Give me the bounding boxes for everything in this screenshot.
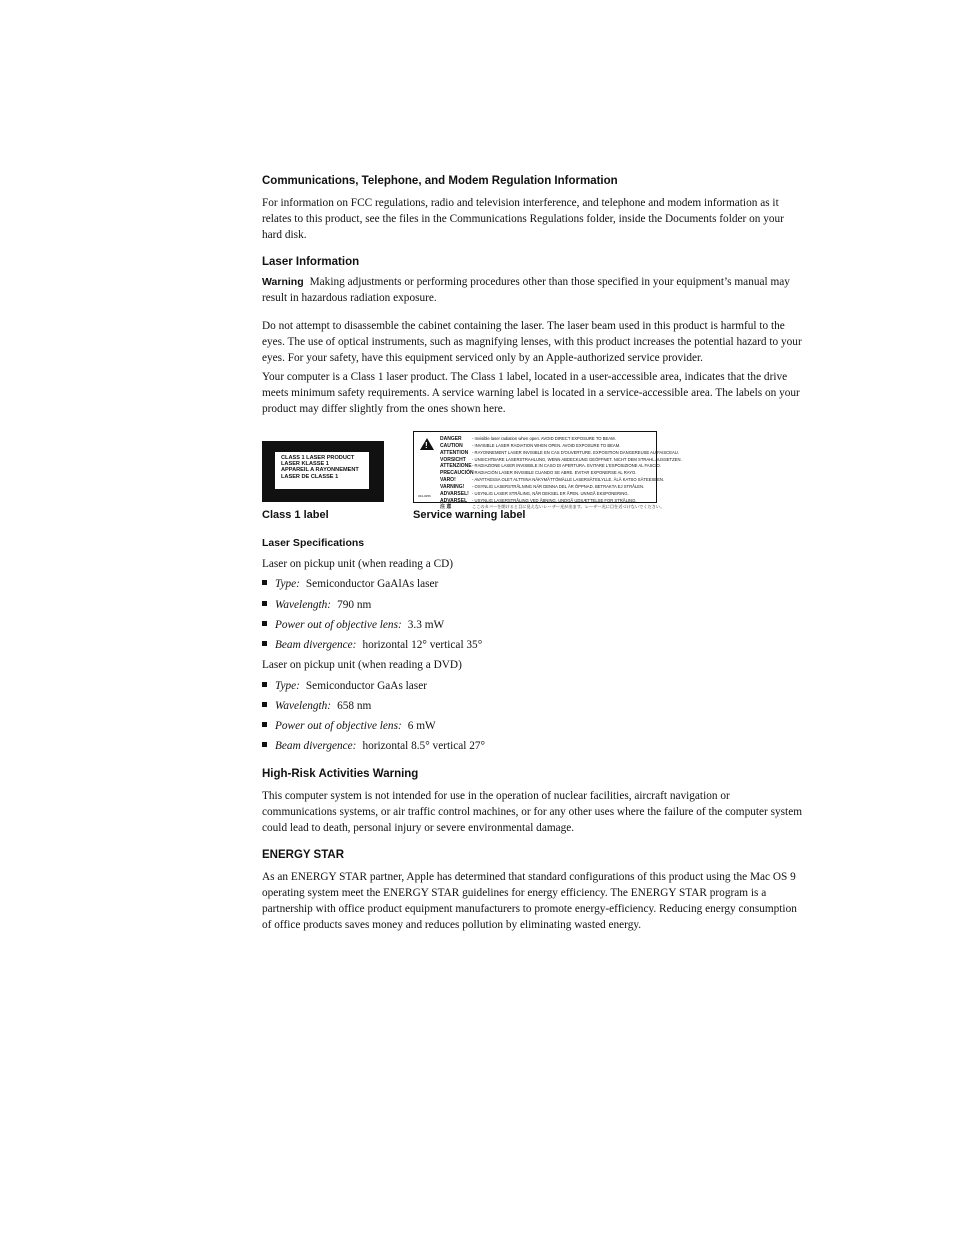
class1-line: CLASS 1 LASER PRODUCT (281, 455, 355, 461)
service-label-row: ADVARSEL! - USYNLIG LASER STRÅLING, NÅR DEKSEL ER ÅPEN. UNNGÅ EKSPONERING. (440, 490, 629, 497)
spec-item: Type: Semiconductor GaAlAs laser (262, 576, 438, 592)
spec-item: Wavelength: 790 nm (262, 597, 371, 613)
spec-item: Beam divergence: horizontal 12° vertical 35° (262, 637, 482, 653)
specs-heading: Laser Specifications (262, 537, 365, 549)
spec-item: Type: Semiconductor GaAs laser (262, 678, 427, 694)
service-warning-label-image (413, 431, 682, 511)
class1-caption: Class 1 label (262, 509, 329, 521)
laser-heading: Laser Information (262, 256, 360, 268)
service-label-row: VARO! - AVATTAESSA OLET ALTTIINA NÄKYMÄTTÖMÄLLE LASERSÄTEILYLLE. ÄLÄ KATSO SÄTEESEEN. (440, 477, 665, 484)
class1-label-image (262, 441, 384, 502)
service-label-row: PRECAUCIÓN- RADIACIÓN LASER INVISIBLE CUANDO SE ABRE. EVITAR EXPONERSE AL RAYO. (440, 470, 637, 477)
highrisk-body: This computer system is not intended for use in the operation of nuclear facilities, aircraft navigation or communications systems, or air traffic control machines, or for any other uses where the failure of the computer system could lead to death, personal injury or severe environmental damage. (262, 790, 802, 834)
laser-warning (262, 274, 802, 306)
class1-line: APPAREIL A RAYONNEMENT (281, 467, 359, 474)
comm-body: For information on FCC regulations, radio and television interference, and telephone and modem information as it relates to this product, see the files in the Communications Regulations folder, inside the Documents folder on your hard disk. (262, 197, 784, 241)
service-label-row: DANGER - Invisible laser radiation when open. AVOID DIRECT EXPOSURE TO BEAM. (440, 436, 616, 442)
comm-heading: Communications, Telephone, and Modem Regulation Information (262, 175, 618, 187)
spec-item: Power out of objective lens: 3.3 mW (262, 617, 444, 633)
spec-item: Power out of objective lens: 6 mW (262, 718, 436, 734)
laser-para-1: Do not attempt to disassemble the cabinet containing the laser. The laser beam used in this product is harmful to the eyes. The use of optical instruments, such as magnifying lenses, with this product increases the potential hazard to your eyes. For your safety, have this equipment serviced only by an Apple-authorized service provider. (262, 320, 802, 364)
laser-para-2: Your computer is a Class 1 laser product. The Class 1 label, located in a user-accessible area, indicates that the drive meets minimum safety requirements. A service warning label is located in a service-accessible area. The labels on your product may differ slightly from the ones shown here. (262, 371, 800, 415)
spec-item: Wavelength: 658 nm (262, 698, 371, 714)
class1-line: LASER DE CLASSE 1 (281, 473, 339, 480)
dvd-intro: Laser on pickup unit (when reading a DVD) (262, 659, 462, 671)
service-label-row: ADVARSEL - USYNLIG LASERSTRÅLING VED ÅBNING. UNDGÅ UDSÆTTELSE FOR STRÅLING. (440, 497, 637, 504)
warning-text: Making adjustments or performing procedures other than those specified in your equipment’s manual may result in hazardous radiation exposure. (262, 276, 790, 304)
energy-heading: ENERGY STAR (262, 849, 345, 861)
service-label-row: VARNING! - OSYNLIG LASERSTRÅLNING NÄR DENNA DEL ÄR ÖPPNAD. BETRAKTA EJ STRÅLEN. (440, 483, 645, 490)
service-label-row: 注 意 ここのカバーを開けると目に見えないレーザー光が出ます。レーザー光に目を近づけないでください。 (440, 504, 665, 511)
cd-intro: Laser on pickup unit (when reading a CD) (262, 558, 454, 570)
highrisk-heading: High-Risk Activities Warning (262, 768, 419, 780)
service-label-rows (440, 436, 682, 511)
exclamation-icon: ! (425, 441, 428, 450)
class1-label-text (275, 452, 369, 489)
service-label-row: ATTENTION - RAYONNEMENT LASER INVISIBLE EN CAS D'OUVERTURE. EXPOSITION DANGEREUSE AU FAISCEAU. (440, 449, 679, 456)
energy-body: As an ENERGY STAR partner, Apple has determined that standard configurations of this product using the Mac OS 9 operating system meet the ENERGY STAR guidelines for energy efficiency. The ENERGY STAR program is a partnership with office product equipment manufacturers to promote energy-efficiency. Reducing energy consumption of office products saves money and reduces pollution by eliminating wasted energy. (262, 871, 797, 931)
service-label-row: VORSICHT - UNSICHTBARE LASERSTRAHLUNG, WENN ABDECKUNG GEÖFFNET. NICHT DEM STRAHL AUSSETZEN. (440, 456, 682, 463)
warning-lead: Warning (262, 276, 304, 288)
service-label-row: CAUTION - INVISIBLE LASER RADIATION WHEN OPEN. AVOID EXPOSURE TO BEAM. (440, 442, 621, 449)
spec-item: Beam divergence: horizontal 8.5° vertical 27° (262, 738, 485, 754)
service-label-row: ATTENZIONE- RADIAZIONE LASER INVISIBILE IN CASO DI APERTURA. EVITARE L'ESPOSIZIONE AL FASCIO. (440, 463, 661, 470)
class1-line: LASER KLASSE 1 (281, 461, 329, 468)
service-label-code: 034-0256 (418, 494, 431, 498)
service-caption: Service warning label (413, 509, 526, 521)
